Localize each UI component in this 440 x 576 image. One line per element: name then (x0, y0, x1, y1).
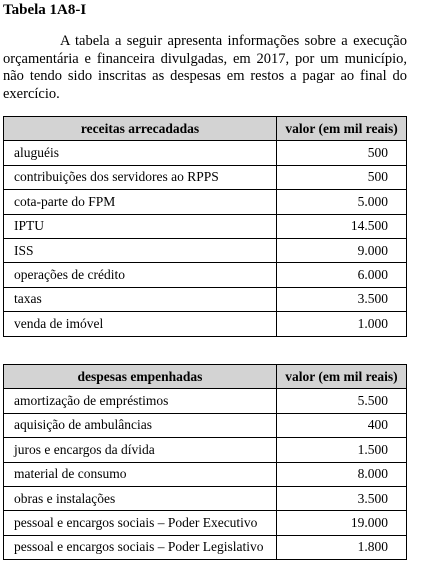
despesas-value-header: valor (em mil reais) (276, 365, 406, 389)
table-row (4, 165, 407, 189)
table-row (4, 238, 407, 262)
row-value: 1.000 (277, 312, 407, 336)
receitas-value-header: valor (em mil reais) (277, 117, 407, 141)
row-value: 3.500 (277, 287, 407, 311)
row-value: 9.000 (277, 238, 407, 262)
despesas-header-row (4, 365, 407, 389)
table-title: Tabela 1A8-I (3, 2, 87, 18)
table-row (4, 287, 407, 311)
despesas-table (3, 364, 407, 560)
row-label: material de consumo (4, 462, 277, 486)
table-row (4, 263, 407, 287)
row-label: aquisição de ambulâncias (4, 413, 277, 437)
table-row (4, 438, 407, 462)
row-value: 1.800 (276, 535, 406, 559)
row-label: taxas (4, 287, 277, 311)
row-value: 5.000 (277, 190, 407, 214)
row-label: pessoal e encargos sociais – Poder Executivo (4, 511, 277, 535)
row-value: 19.000 (276, 511, 406, 535)
row-label: obras e instalações (4, 486, 277, 510)
receitas-header: receitas arrecadadas (4, 117, 277, 141)
table-row (4, 389, 407, 413)
receitas-table (3, 116, 407, 337)
row-label: pessoal e encargos sociais – Poder Legislativo (4, 535, 277, 559)
row-value: 1.500 (276, 438, 406, 462)
table-row (4, 141, 407, 165)
despesas-header: despesas empenhadas (4, 365, 277, 389)
row-value: 6.000 (277, 263, 407, 287)
row-value: 500 (277, 165, 407, 189)
table-row (4, 462, 407, 486)
row-value: 5.500 (276, 389, 406, 413)
row-label: aluguéis (4, 141, 277, 165)
row-label: contribuições dos servidores ao RPPS (4, 165, 277, 189)
table-row (4, 486, 407, 510)
table-row (4, 312, 407, 336)
row-label: ISS (4, 238, 277, 262)
row-label: venda de imóvel (4, 312, 277, 336)
row-value: 3.500 (276, 486, 406, 510)
row-label: operações de crédito (4, 263, 277, 287)
receitas-header-row (4, 117, 407, 141)
row-value: 8.000 (276, 462, 406, 486)
intro-paragraph: A tabela a seguir apresenta informações sobre a execução orçamentária e financeira divulgadas, em 2017, por um município, não tendo sido inscritas as despesas em restos a pagar ao final do exercício. (3, 33, 407, 102)
row-label: juros e encargos da dívida (4, 438, 277, 462)
row-value: 500 (277, 141, 407, 165)
table-row (4, 413, 407, 437)
row-label: cota-parte do FPM (4, 190, 277, 214)
table-row (4, 535, 407, 559)
table-row (4, 214, 407, 238)
table-row (4, 190, 407, 214)
table-row (4, 511, 407, 535)
row-label: amortização de empréstimos (4, 389, 277, 413)
row-value: 400 (276, 413, 406, 437)
row-value: 14.500 (277, 214, 407, 238)
row-label: IPTU (4, 214, 277, 238)
